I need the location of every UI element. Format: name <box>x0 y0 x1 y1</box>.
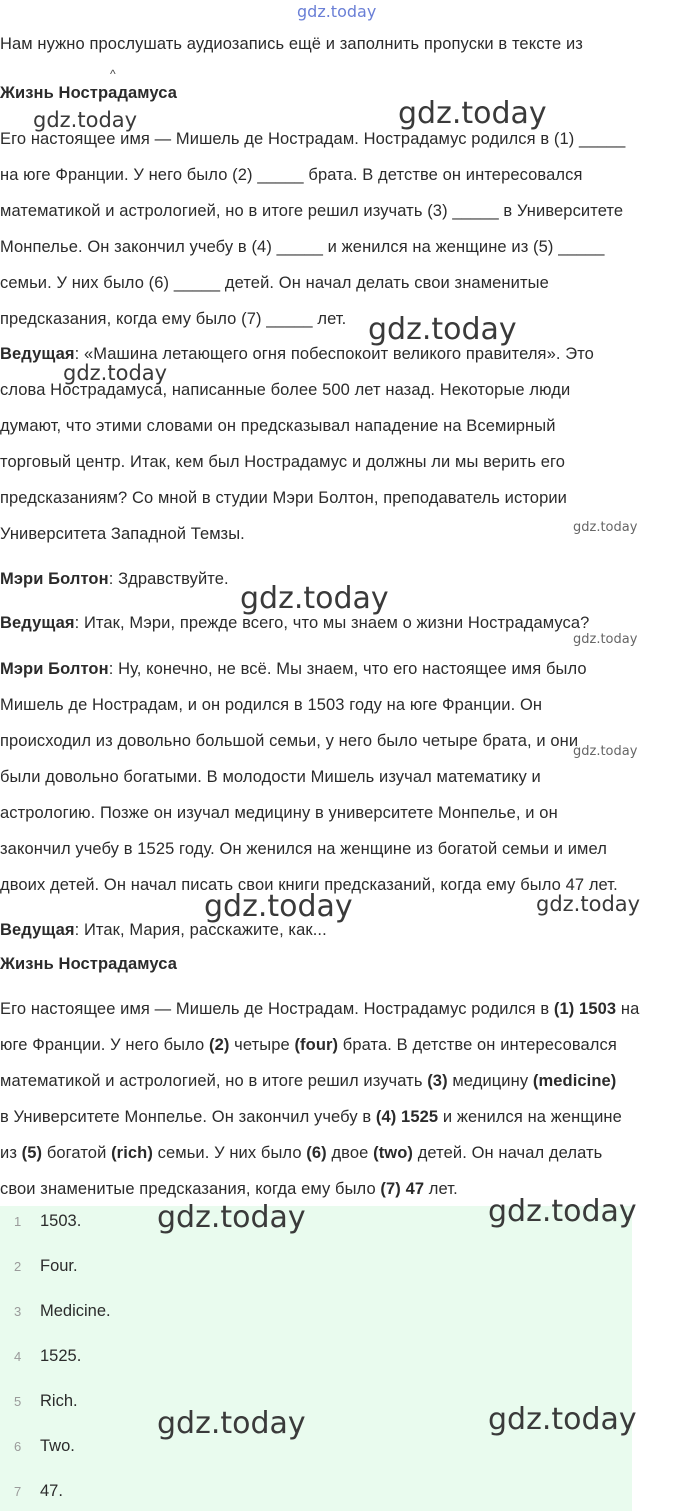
dialogue-line: астрологию. Позже он изучал медицину в университете Монпелье, и он <box>0 804 558 822</box>
caret-mark: ^ <box>110 67 116 81</box>
gap-line: Его настоящее имя — Мишель де Нострадам. Нострадамус родился в (1) _____ <box>0 130 626 148</box>
watermark: gdz.today <box>157 1200 306 1235</box>
dialogue-line: происходил из довольно большой семьи, у него было четыре брата, и они <box>0 732 579 750</box>
dialogue-line: Мэри Болтон: Здравствуйте. <box>0 570 229 588</box>
dialogue-line: Ведущая: Итак, Мария, расскажите, как... <box>0 921 327 939</box>
watermark: gdz.today <box>33 108 138 132</box>
dialogue-line: предсказаниям? Со мной в студии Мэри Болтон, преподаватель истории <box>0 489 567 507</box>
gap-line: математикой и астрологией, но в итоге решил изучать (3) _____ в Университете <box>0 202 624 220</box>
watermark: gdz.today <box>536 892 641 916</box>
answer-heading: Жизнь Нострадамуса <box>0 955 177 973</box>
answer-line: Его настоящее имя — Мишель де Нострадам. Нострадамус родился в (1) 1503 на <box>0 1000 640 1018</box>
dialogue-line: думают, что этими словами он предсказывал нападение на Всемирный <box>0 417 556 435</box>
answer-line: из (5) богатой (rich) семьи. У них было (6) двое (two) детей. Он начал делать <box>0 1144 603 1162</box>
dialogue-line: торговый центр. Итак, кем был Нострадамус и должны ли мы верить его <box>0 453 566 471</box>
list-item: 6 Two. <box>14 1437 75 1455</box>
answers-list <box>0 1194 637 1511</box>
dialogue-line: Мэри Болтон: Ну, конечно, не всё. Мы знаем, что его настоящее имя было <box>0 660 587 678</box>
watermark: gdz.today <box>573 632 638 647</box>
watermark: gdz.today <box>488 1194 637 1229</box>
list-item: 1 1503. <box>14 1212 82 1230</box>
answer-line: юге Франции. У него было (2) четыре (four) брата. В детстве он интересовался <box>0 1036 617 1054</box>
watermark: gdz.today <box>240 581 389 616</box>
gap-line: Монпелье. Он закончил учебу в (4) _____ и женился на женщине из (5) _____ <box>0 238 605 256</box>
watermark: gdz.today <box>398 96 547 131</box>
intro-text: Нам нужно прослушать аудиозапись ещё и заполнить пропуски в тексте из <box>0 35 583 53</box>
dialogue-line: Ведущая: Итак, Мэри, прежде всего, что мы знаем о жизни Нострадамуса? <box>0 614 590 632</box>
gap-line: семьи. У них было (6) _____ детей. Он начал делать свои знаменитые <box>0 274 549 292</box>
dialogue-line: слова Нострадамуса, написанные более 500 лет назад. Некоторые люди <box>0 381 571 399</box>
list-item: 4 1525. <box>14 1347 82 1365</box>
dialogue-line: закончил учебу в 1525 году. Он женился на женщине из богатой семьи и имел <box>0 840 607 858</box>
gap-line: на юге Франции. У него было (2) _____ брата. В детстве он интересовался <box>0 166 583 184</box>
list-item: 7 47. <box>14 1482 63 1500</box>
list-item: 3 Medicine. <box>14 1302 111 1320</box>
gap-heading: Жизнь Нострадамуса <box>0 84 177 102</box>
watermark: gdz.today <box>204 889 353 924</box>
answer-line: математикой и астрологией, но в итоге решил изучать (3) медицину (medicine) <box>0 1072 617 1090</box>
dialogue-line: Университета Западной Темзы. <box>0 525 245 543</box>
watermark: gdz.today <box>573 744 638 759</box>
list-item: 2 Four. <box>14 1257 78 1275</box>
list-item: 5 Rich. <box>14 1392 78 1410</box>
dialogue-line: Мишель де Нострадам, и он родился в 1503 году на юге Франции. Он <box>0 696 543 714</box>
dialogue-line: Ведущая: «Машина летающего огня побеспокоит великого правителя». Это <box>0 345 594 363</box>
answer-line: свои знаменитые предсказания, когда ему было (7) 47 лет. <box>0 1180 458 1198</box>
watermark: gdz.today <box>157 1406 306 1441</box>
watermark-top[interactable]: gdz.today <box>297 2 377 21</box>
watermark: gdz.today <box>488 1402 637 1437</box>
gap-line: предсказания, когда ему было (7) _____ лет. <box>0 310 347 328</box>
dialogue-line: двоих детей. Он начал писать свои книги предсказаний, когда ему было 47 лет. <box>0 876 618 894</box>
dialogue-line: были довольно богатыми. В молодости Мишель изучал математику и <box>0 768 541 786</box>
watermark: gdz.today <box>368 312 517 347</box>
watermark: gdz.today <box>63 361 168 385</box>
watermark: gdz.today <box>573 520 638 535</box>
answer-line: в Университете Монпелье. Он закончил учебу в (4) 1525 и женился на женщине <box>0 1108 622 1126</box>
